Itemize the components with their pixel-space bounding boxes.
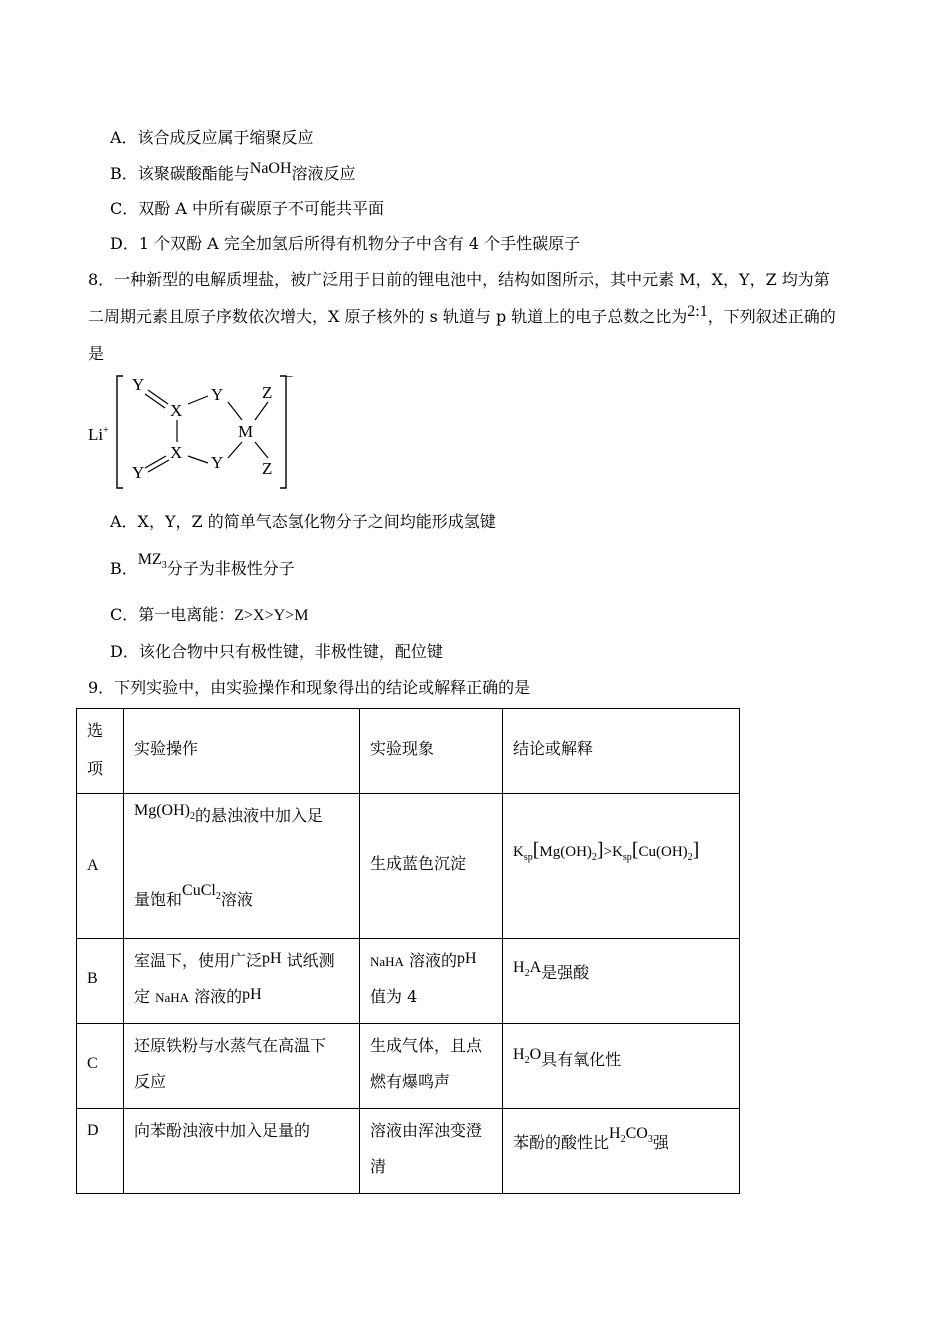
row-a-operation-line1: $Mg(OH)_2$的悬浊液中加入足 <box>134 802 324 825</box>
q7-option-d: D．1 个双酚 A 完全加氢后所得有机物分子中含有 4 个手性碳原子 <box>110 234 581 253</box>
table-row <box>77 1109 740 1194</box>
chem-naoh: NaOH <box>249 160 292 177</box>
q8-option-d: D．该化合物中只有极性键，非极性键，配位键 <box>110 642 443 661</box>
atom-x-top: X <box>170 401 183 420</box>
row-d-option: D <box>87 1122 99 1139</box>
atom-y-top: Y <box>211 385 224 404</box>
q8-option-c: C．第一电离能：Z>X>Y>M <box>110 605 309 624</box>
row-b-conclusion: $H_2A$是强酸 <box>513 959 590 982</box>
row-b-option: B <box>87 970 98 987</box>
q8-option-b: B．$MZ_3$分子为非极性分子 <box>110 551 295 578</box>
chem-h2o: $H_2O$ <box>513 1046 542 1066</box>
row-b-phenomenon-line2: 值为 4 <box>370 987 418 1006</box>
double-bond-top-b <box>145 394 165 408</box>
row-a-operation-line2: 量饱和CuCl$_2$溶液 <box>134 882 253 909</box>
header-conclusion: 结论或解释 <box>513 739 594 758</box>
row-c-phenomenon-line1: 生成气体，且点 <box>370 1036 483 1055</box>
row-b-operation-line2: 定 NaHA 溶液的pH <box>134 986 262 1006</box>
row-c-option: C <box>87 1055 98 1072</box>
row-b-phenomenon-line1: NaHA 溶液的pH <box>370 950 477 970</box>
ratio: 2:1 <box>687 303 708 320</box>
structure-bonds <box>88 372 308 492</box>
table-row <box>77 794 740 939</box>
header-option-1: 选 <box>87 721 104 740</box>
row-d-conclusion: 苯酚的酸性比$H_2CO_3$强 <box>513 1125 669 1152</box>
row-a-option: A <box>87 857 99 874</box>
row-a-phenomenon: 生成蓝色沉淀 <box>370 854 467 873</box>
table-row <box>77 1024 740 1109</box>
row-d-operation-line1: 向苯酚浊液中加入足量的 <box>134 1121 311 1140</box>
chem-cucl2: CuCl$_2$ <box>182 882 221 902</box>
row-d-phenomenon-line2: 清 <box>370 1157 387 1176</box>
table-row <box>77 939 740 1024</box>
row-b-operation-line1: 室温下，使用广泛pH 试纸测 <box>134 950 335 970</box>
atom-y-bottom-left: Y <box>132 463 145 482</box>
row-c-operation-line1: 还原铁粉与水蒸气在高温下 <box>134 1036 327 1055</box>
experiment-table <box>76 708 740 1194</box>
complex-charge: − <box>286 369 294 384</box>
header-operation: 实验操作 <box>134 739 199 758</box>
header-option-2: 项 <box>87 759 104 778</box>
q8-stem-line1: 8．一种新型的电解质埋盐，被广泛用于日前的锂电池中，结构如图所示，其中元素 M，X，Y，Z 均为第 <box>88 270 830 289</box>
bond-y-m-bottom <box>228 442 242 458</box>
chem-mz3: $MZ_3$ <box>137 551 167 571</box>
row-c-phenomenon-line2: 燃有爆鸣声 <box>370 1072 451 1091</box>
structure-diagram <box>88 369 308 492</box>
atom-y-top-left: Y <box>132 375 145 394</box>
q8-option-a: A．X，Y，Z 的简单气态氢化物分子之间均能形成氢键 <box>110 512 496 531</box>
chem-mg-oh-2: $Mg(OH)_2$ <box>134 802 195 822</box>
chem-h2co3: $H_2CO_3$ <box>609 1125 653 1145</box>
q9-stem: 9．下列实验中，由实验操作和现象得出的结论或解释正确的是 <box>88 678 531 697</box>
atom-m: M <box>238 422 254 441</box>
atom-y-bottom: Y <box>211 453 224 472</box>
chem-h2a: $H_2A$ <box>513 959 542 979</box>
bond-x-y-top <box>188 396 208 404</box>
chem-ionization-order: Z>X>Y>M <box>234 607 309 624</box>
q8-stem-line3: 是 <box>88 344 105 363</box>
right-bracket <box>280 376 286 488</box>
atom-z-top: Z <box>262 383 273 402</box>
row-c-conclusion: $H_2O$具有氧化性 <box>513 1046 622 1069</box>
li-charge: + <box>103 425 109 436</box>
q7-option-b: B．该聚碳酸酯能与NaOH溶液反应 <box>110 160 356 183</box>
row-a-conclusion: $K_{sp}[Mg(OH)_2]>K_{sp}[Cu(OH)_2]$ <box>513 839 700 863</box>
bond-m-z-top <box>255 402 268 420</box>
double-bond-top-a <box>148 390 168 404</box>
q7-option-a: A．该合成反应属于缩聚反应 <box>110 128 314 147</box>
bond-x-y-bottom <box>188 456 208 463</box>
double-bond-bottom-a <box>145 456 166 468</box>
atom-x-bottom: X <box>170 443 183 462</box>
table-header-row <box>77 709 740 794</box>
atom-z-bottom: Z <box>262 459 273 478</box>
bond-y-m-top <box>228 402 242 420</box>
q7-option-c: C．双酚 A 中所有碳原子不可能共平面 <box>110 199 384 218</box>
left-bracket <box>117 376 123 488</box>
row-c-operation-line2: 反应 <box>134 1072 167 1091</box>
row-d-phenomenon-line1: 溶液由浑浊变澄 <box>370 1121 483 1140</box>
header-phenomenon: 实验现象 <box>370 739 435 758</box>
atom-li: Li+ <box>88 425 109 444</box>
double-bond-bottom-b <box>148 460 169 472</box>
bond-m-z-bottom <box>255 442 268 458</box>
q8-stem-line2: 二周期元素且原子序数依次增大，X 原子核外的 s 轨道与 p 轨道上的电子总数之比为2:1，下列叙述正确的 <box>88 303 836 326</box>
